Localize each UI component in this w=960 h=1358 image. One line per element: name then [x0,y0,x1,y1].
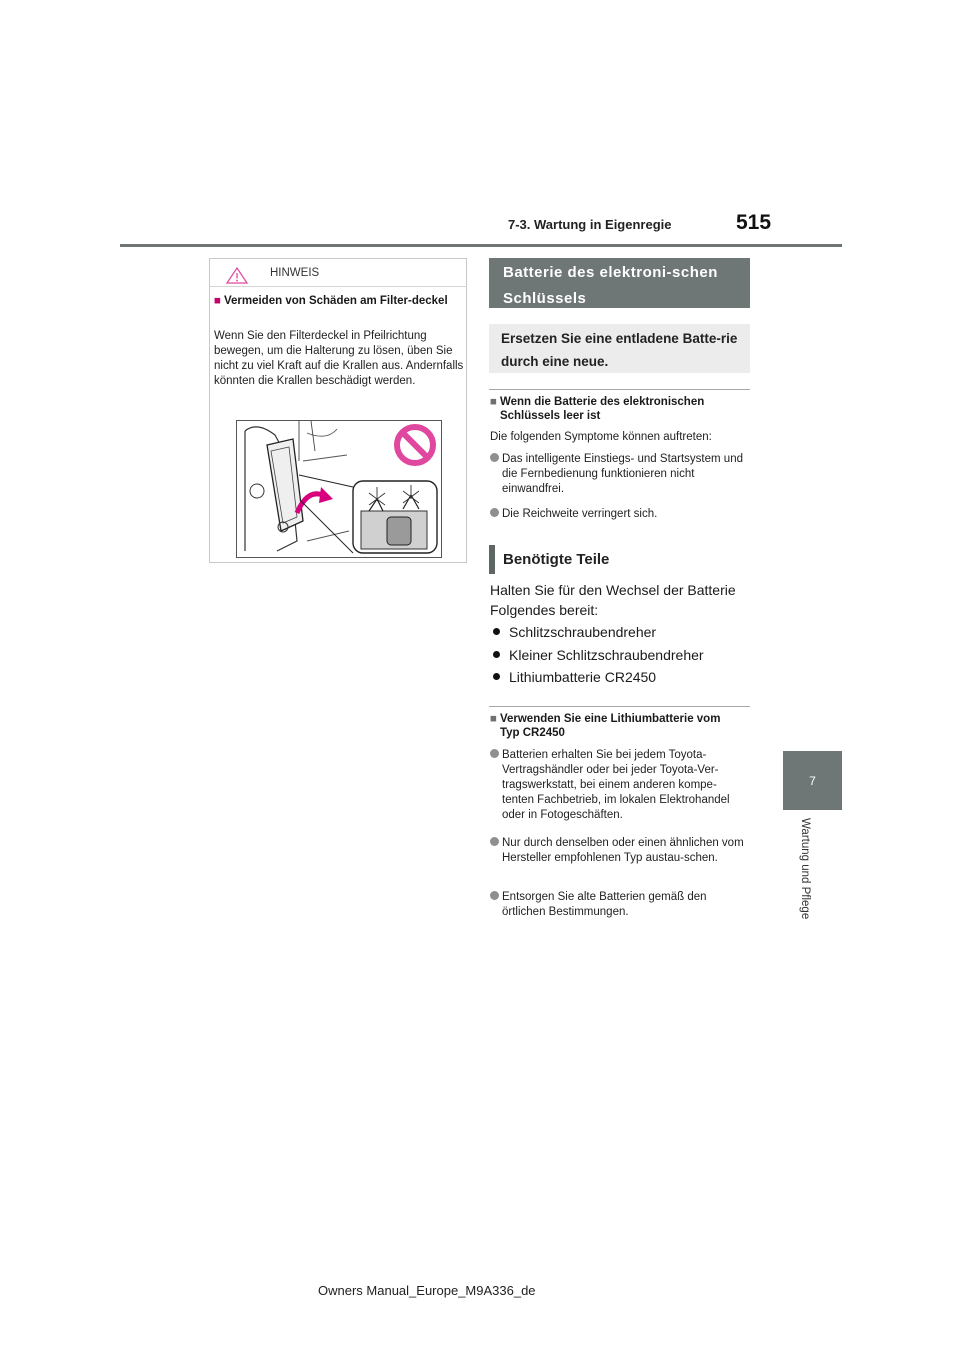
list-item: Die Reichweite verringert sich. [490,507,750,522]
heading-accent-bar [489,545,495,574]
bullet-dot-icon [490,837,499,846]
battery-section-heading: Batterie des elektroni-schen Schlüssels [489,258,750,308]
symptoms-intro: Die folgenden Symptome können auftreten: [490,431,712,443]
bullet-dot-icon [490,891,499,900]
list-item: Batterien erhalten Sie bei jedem Toyota-Vertragshändler oder bei jeder Toyota-Ver-tragswerkstatt, bei einem anderen kompe-tenten Fachbetrieb, im lokalen Elektrohandel oder in Fotogeschäften. [490,748,750,823]
filter-cover-illustration [236,420,442,558]
notice-heading: ■ Vermeiden von Schäden am Filter-deckel [214,295,448,307]
bullet-dot-icon [490,508,499,517]
footer-text: Owners Manual_Europe_M9A336_de [318,1283,536,1298]
required-parts-label: Benötigte Teile [503,551,610,568]
notice-title: HINWEIS [270,267,320,279]
list-item: Schlitzschraubendreher [490,622,656,642]
section-title: 7-3. Wartung in Eigenregie [508,217,672,232]
filter-cover-drawing [237,421,441,557]
divider [489,706,750,707]
parts-intro: Halten Sie für den Wechsel der Batterie Folgendes bereit: [490,582,736,618]
empty-battery-heading: ■ Wenn die Batterie des elektronischen Schlüssels leer ist [490,396,705,422]
notice-box [209,258,467,563]
divider [489,389,750,390]
square-bullet-icon: ■ [214,295,221,307]
bullet-dot-icon [490,749,499,758]
battery-type-heading: ■ Verwenden Sie eine Lithiumbatterie vom Typ CR2450 [490,713,721,739]
square-bullet-icon: ■ [490,396,497,408]
square-bullet-icon: ■ [490,713,497,725]
bullet-dot-icon [493,651,500,658]
required-parts-heading [489,545,750,574]
bullet-dot-icon [493,628,500,635]
battery-section-subtitle: Ersetzen Sie eine entladene Batte-rie durch eine neue. [489,324,750,373]
header-rule [120,244,842,247]
list-item: Kleiner Schlitzschraubendreher [490,645,704,665]
list-item: Das intelligente Einstiegs- und Startsystem und die Fernbedienung funktionieren nicht einwandfrei. [490,452,750,497]
notice-header [210,259,466,287]
notice-text: Wenn Sie den Filterdeckel in Pfeilrichtung bewegen, um die Halterung zu lösen, üben Sie nicht zu viel Kraft auf die Krallen aus. Andernfalls könnten die Krallen beschädigt werden. [214,330,464,387]
chapter-title: Wartung und Pflege [799,818,811,920]
warning-triangle-icon [226,267,248,284]
chapter-side-title [796,818,816,978]
list-item: Entsorgen Sie alte Batterien gemäß den örtlichen Bestimmungen. [490,890,750,920]
page-number: 515 [736,211,772,234]
chapter-number: 7 [809,773,816,788]
chapter-tab [783,751,842,810]
list-item: Lithiumbatterie CR2450 [490,667,656,687]
bullet-dot-icon [493,673,500,680]
list-item: Nur durch denselben oder einen ähnlichen vom Hersteller empfohlenen Typ austau-schen. [490,836,750,866]
bullet-dot-icon [490,453,499,462]
